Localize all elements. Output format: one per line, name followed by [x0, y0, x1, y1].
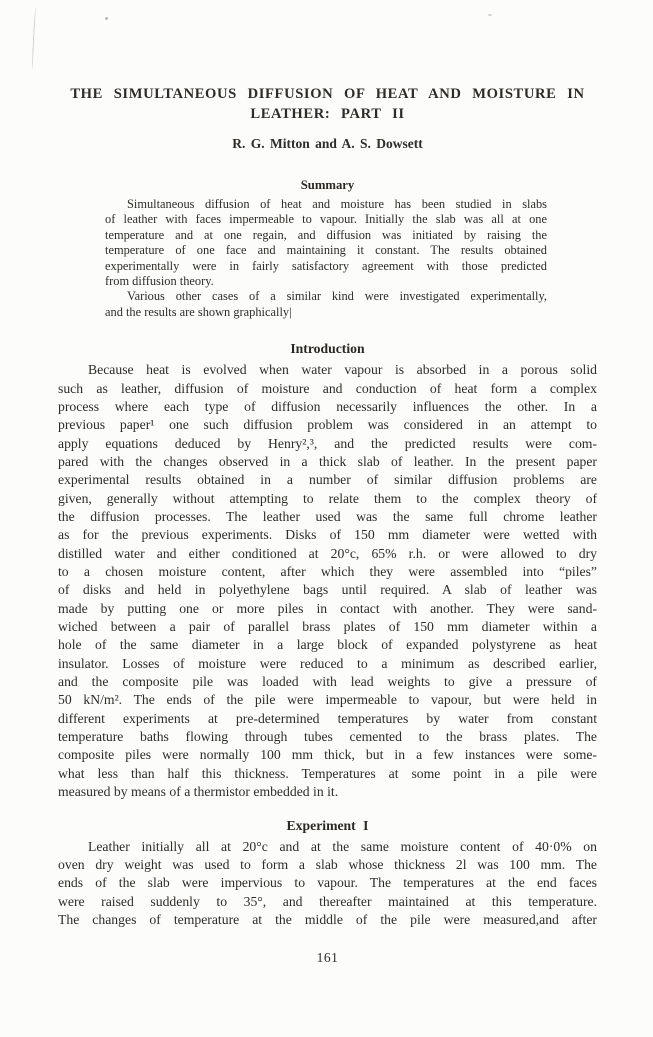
section-body [58, 361, 597, 801]
text-line: composite piles were normally 100 mm thick, but in a few instances were some- [58, 747, 597, 763]
section-introduction [58, 341, 597, 801]
text-line: measured by means of a thermistor embedded in it. [58, 784, 339, 800]
text-line: of leather with faces impermeable to vapour. Initially the slab was all at one [105, 212, 547, 227]
text-line: such as leather, diffusion of moisture and conduction of heat form a complex [58, 380, 597, 396]
text-line: and the composite pile was loaded with lead weights to give a pressure of [58, 674, 597, 690]
section-heading: Introduction [290, 341, 365, 357]
page-number: 161 [316, 950, 339, 966]
text-line: insulator. Losses of moisture were reduced to a minimum as described earlier, [58, 655, 597, 671]
text-line: temperature and at one regain, and diffusion was initiated by raising the [105, 227, 547, 242]
paper-title-line1: THE SIMULTANEOUS DIFFUSION OF HEAT AND MOISTURE IN [70, 86, 585, 102]
text-line: Simultaneous diffusion of heat and moisture has been studied in slabs [127, 197, 547, 211]
text-line: distilled water and either conditioned at 20°c, 65% r.h. or were allowed to dry [58, 545, 597, 561]
text-line: wiched between a pair of parallel brass plates of 150 mm diameter within a [58, 619, 597, 635]
text-line: temperature of one face and maintaining it constant. The results obtained [105, 243, 547, 258]
text-line: experimentally were in fairly satisfactory agreement with those predicted [105, 258, 547, 273]
text-line: what less than half this thickness. Temperatures at some point in a pile were [58, 765, 597, 781]
text-line: and the results are shown graphically| [105, 304, 292, 319]
text-line: ends of the slab were impervious to vapour. The temperatures at the end faces [58, 875, 597, 891]
text-line: temperature baths flowing through tubes cemented to the brass plates. The [58, 729, 597, 745]
text-line: previous paper¹ one such diffusion problem was considered in an attempt to [58, 417, 597, 433]
section-summary [58, 178, 597, 320]
section-body [58, 838, 597, 930]
text-line: made by putting one or more piles in contact with another. They were sand- [58, 600, 597, 616]
paper-title-line2: LEATHER: PART II [250, 106, 405, 122]
text-line: Because heat is evolved when water vapour is absorbed in a porous solid [88, 362, 597, 378]
section-experiment-1 [58, 818, 597, 930]
text-line: were raised suddenly to 35°, and thereafter maintained at this temperature. [58, 893, 597, 909]
text-line: of disks and held in polyethylene bags until required. A slab of leather was [58, 582, 597, 598]
paper-title [58, 0, 597, 124]
authors-line: R. G. Mitton and A. S. Dowsett [232, 136, 423, 151]
section-heading: Summary [300, 178, 355, 192]
text-line: pared with the changes observed in a thick slab of leather. In the present paper [58, 453, 597, 469]
section-heading: Experiment I [286, 817, 369, 833]
text-line: Various other cases of a similar kind were investigated experimentally, [127, 289, 547, 304]
text-line: as for the previous experiments. Disks of 150 mm diameter were wetted with [58, 527, 597, 543]
text-line: 50 kN/m². The ends of the pile were impermeable to vapour, but were held in [58, 692, 597, 708]
text-line: experimental results obtained in a number of similar diffusion problems are [58, 472, 597, 488]
text-line: process where each type of diffusion necessarily influences the other. In a [58, 398, 597, 414]
text-line: different experiments at pre-determined temperatures by water from constant [58, 710, 597, 726]
text-line: given, generally without attempting to relate them to the complex theory of [58, 490, 597, 506]
text-line: apply equations deduced by Henry²,³, and the predicted results were com- [58, 435, 597, 451]
scan-artifact-speck [488, 14, 492, 16]
scan-artifact-speck [105, 17, 108, 20]
text-line: from diffusion theory. [105, 274, 214, 289]
section-body [105, 197, 547, 320]
text-line: to a chosen moisture content, after which they were assembled into “piles” [58, 564, 597, 580]
text-line: The changes of temperature at the middle of the pile were measured,and after [58, 911, 597, 927]
text-line: hole of the same diameter in a large block of expanded polystyrene as heat [58, 637, 597, 653]
text-line: the diffusion processes. The leather used was the same full chrome leather [58, 509, 597, 524]
text-line: oven dry weight was used to form a slab whose thickness 2l was 100 mm. The [58, 856, 597, 872]
text-line: Leather initially all at 20°c and at the same moisture content of 40·0% on [88, 838, 597, 854]
